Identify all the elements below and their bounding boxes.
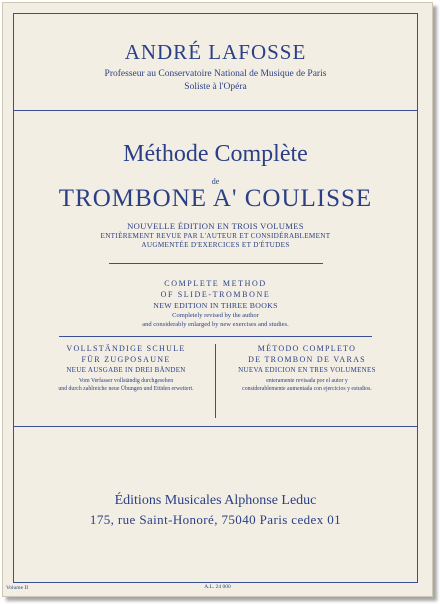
cover-frame [13,13,418,583]
spanish-title: MÉTODO COMPLETO [257,344,357,353]
edition-note: ENTIÈREMENT REVUE PAR L'AUTEUR ET CONSIDÉRABLEMENT [100,232,331,240]
german-title: VOLLSTÄNDIGE SCHULE [66,344,186,353]
divider [14,426,417,427]
plate-number: A.L. 24 000 [204,584,231,590]
column-divider [215,344,216,418]
english-title: COMPLETE METHOD [164,279,267,288]
divider [109,263,323,264]
german-edition: NEUE AUSGABE IN DREI BÄNDEN [66,366,186,374]
main-title: Méthode Complète [123,141,308,167]
english-title: OF SLIDE-TROMBONE [160,290,271,299]
spanish-note: considerablemente aumentada con ejercicios y estudios. [242,386,372,392]
instrument-title: TROMBONE A' COULISSE [58,185,373,212]
score-cover-page [2,2,433,597]
publisher-address: 175, rue Saint-Honoré, 75040 Paris cedex 01 [89,512,342,527]
edition-note: NOUVELLE ÉDITION EN TROIS VOLUMES [127,221,304,231]
spanish-edition: NUEVA EDICION EN TRES VOLUMENES [238,366,376,374]
volume-label: Volume II [6,585,29,591]
spanish-note: enteramente revisada por el autor y [266,378,348,384]
english-note: and considerably enlarged by new exercises and studies. [142,321,289,328]
german-note: Vom Verfasser vollständig durchgesehen [78,378,174,384]
author-title-line: Professeur au Conservatoire National de Musique de Paris [104,69,327,79]
author-name: ANDRÉ LAFOSSE [124,40,307,64]
english-note: Completely revised by the author [172,312,259,319]
english-edition: NEW EDITION IN THREE BOOKS [153,301,278,310]
german-note: und durch zahlreiche neue Übungen und Etüden erweitert. [58,386,194,392]
title-connector: de [211,177,220,186]
spanish-title: DE TROMBON DE VARAS [248,355,366,364]
author-title-line: Soliste à l'Opéra [184,82,247,92]
edition-note: AUGMENTÉE D'EXERCICES ET D'ÉTUDES [141,241,290,249]
divider [59,336,372,337]
publisher-name: Éditions Musicales Alphonse Leduc [114,493,317,508]
divider [14,110,417,111]
german-title: FÜR ZUGPOSAUNE [81,355,171,364]
